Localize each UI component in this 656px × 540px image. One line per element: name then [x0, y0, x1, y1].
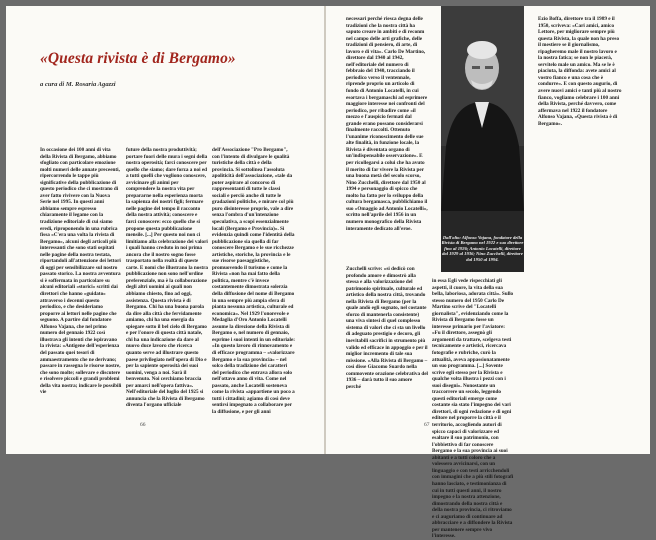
page-number-left: 66	[140, 422, 146, 428]
right-column-2	[432, 278, 514, 540]
right-column-1	[346, 16, 428, 256]
right-column-3	[538, 16, 622, 428]
body-text: In occasione dei 100 anni di vita della Rivista di Bergamo, abbiamo sfogliato con particolare emozione molti numeri delle annate preceenti, ripercorrendo le tappe più significative della pubblicazione di questo periodico che ci mostrano di aver fatto rivivere con la Nuova Serie nel 1995. In questi anni abbiamo sempre espresso chiaramente il legame con la tradizione editoriale di cui siamo eredi, riproponendo in una rubrica fissa «C'era una volta la rivista di Bergamo», alcuni degli articoli più interessanti che sono stati ospitati nelle pagine della nostra testata, riportandoli all'attenzione dei lettori di oggi per sensibilizzare sul nostro passato storico. La nostra avventura si è soffermata in particolare su alcuni editoriali «storici» scritti dai direttori che hanno «guidato» attraverso i decenni questo periodico, e che desideriamo proporre ai lettori nelle pagine che seguono. A partire dal fondatore Alfonso Vajana, che nel primo numero del gennaio 1922 così illustrava gli intenti che ispiravano la rivista: «Antigene dell'esperienza del passato quei tesori di ammaestramento che ne derivano; passare in rassegna le risorse nostre, che sono molte; sollevare e discutere e risolvere piccoli e grandi problemi della vita nostra; indicare le possibili vie	[40, 147, 122, 396]
left-page	[6, 6, 324, 454]
portrait-photo	[441, 6, 524, 272]
left-column-2	[126, 147, 208, 437]
portrait-illustration	[441, 6, 524, 272]
body-text: in essa Egli vede rispecchiati gli aspetti, il cuore, la vita della sua bella, laboriosa, adorata città». Sullo stesso numero del 1950 Carlo De Martino scrive del "Locatelli giornalista", evidenziando come la Rivista di Bergamo fosse un interesse primario per l'aviatore: «Fu il direttore, assegnò gli argomenti da trattare, scelgeva testi tecnicamente e artistici, ricercava fotografie e rubriche, curò la attualità, aveva appassionatamente un suo programma. [...] Sovente scrive egli stesso per la Rivista e qualche volta illustra i pezzi con i suoi disegni». Nonostante un traccorrere un secolo, leggendo questi editoriali emerge come costante sia stato l'impegno dei vari direttori, di ogni redazione e di ogni editore nel proporre la città e il territorio, accogliendo autori di spicco capaci di valorizzare ed esaltare il suo patrimonio, con l'obbiettivo di far conoscere Bergamo e la sua provincia ai suoi abitanti e a tutti coloro che a volessero avvicinarsi, con un linguaggio e con testi arricchendoli con immagini che a più stili fotografi hanno lasciato, e testimonianza di cui in tutti questi anni, il nostro impegno e la nostra attenzione, dimostrando della nostra città e della nostra provincia, ci ritroviamo e ci auguriamo di continuare ad abbracciare e a diffondere la Rivista per mantenere sempre vivo l'interesse.	[432, 278, 514, 540]
body-text: dell'Associazione "Pro Bergamo", con l'intento di divulgare le qualità turistiche della città e della provincia. Si sottolinea l'assoluta apoliticità dell'associazione, «tale da poter aspirare al concorso di rappresentanti di tutte le classi sociali e perciò anche di tutte le gradazioni politiche, e mirare col più puro disinteresse proprio, vale a dire senza l'ombra d'un'intenzione speculativa, a scopi essenzialmente locali (Bergamo e Provincia)». Si evidenzia quindi come l'identità della pubblicazione sia quella di far conoscere Bergamo e le sue ricchezze artistiche, storiche, la provincia e le sue risorse paesaggistiche, promuovendo il turismo e come la Rivista «non ha mai fatto della politica, mentre c'è invece costantemente dimostrata solerzia della diffusione del nome di Bergamo in una sempre più ampia sfera di pianta nessuna artistica, culturale ed economica». Nel 1929 l'onorevole e Medaglia d'Oro Antonio Locatelli assume la direzione della Rivista di Bergamo e, nel numero di gennaio, esprime i suoi intenti in un editoriale: «In questo lavoro di rinnovamento e di efficace programma – «valorizzare Bergamo e la sua provincia» – nel solco della tradizione dei caratteri del periodico che entrava allora solo nell'ottavo anno di vita. Come nel passato, anche Locatelli sosteneva come la rivista «appartiene un poco a tutti i cittadini; agiamo di così deve sentirsi impegnato a collaborare per la diffusione, e per gli anni	[212, 147, 295, 415]
body-text: Zucchelli scrive: «si dedicò con profondo amore e dimostrò alla stessa e alla valorizzazione del patrimonio spirituale, culturale ed artistico della nostra città, trovando nella Rivista di Bergamo (per la quale andò egli sognato, nel costante sforzo di mantenerla consistente) una viva sintesi di quel complesso sistema di valori che ci sta un livello di adeguato prestigio e decoro, gli inevitabili sacrifici in strumento più valido ed efficace in appoggio e per il miglior incremento di tale sua missione. «Alla Rivista di Bergamo – così disse Giacomo Suardo nella commovente orazione celebrativa del 1936 – darà tutto il suo amore perché	[346, 266, 428, 390]
article-byline: a cura di M. Rosaria Agazzi	[40, 81, 116, 88]
page-number-right: 67	[424, 422, 430, 428]
article-title: «Questa rivista è di Bergamo»	[40, 50, 236, 67]
photo-caption: Dall'alto: Alfonso Vajana, fondatore della Rivista di Bergamo nel 1922 e suo direttore fino al 1926; Antonio Locatelli, direttore dal 1929 al 1936; Nino Zucchelli, direttore dal 1950 al 1994.	[441, 235, 524, 262]
right-column-1b	[346, 266, 428, 428]
body-text: future della nostra produttività; portare fuori delle mura i segni della nostra operosità; farci conoscere per quello che siamo; dare forza a noi ed a tutti quelli che vogliono conoscere, avvicinare gli animi per comprendere la nostra vita per prepararne nella esperienza morta la sapienza dei nostri figli; fermare nelle pagine del tempo il racconto della nostra attività; conoscere e farci conoscere: ecco quello che si propone questa pubblicazione mensile. [...] Per questo noi non ci limitiamo alla celebrazione dei valori i quali hanno creduto in noi prima ancora che il nostro sogno fosse trasportato nella realtà di queste carte. E nomi che illustrano la nostra pubblicazione non sono nell'ordine preferenziale, ma è la collaborazione degli altri uomini ai quali non abbiamo chiesto, fino ad oggi, assistenza. Questa rivista è di Bergamo. Chi ha una buona parola da dire alla città che fervidamente amiamo, chi ha una energia da spiegare sotto il bel cielo di Bergamo e per l'onore di questa città natale, chi ha una indicazione da dare al nuovo duce lavoro che ricerca quanto serve ad illustrare questo paese privilegiato nell'opera di Dio e per la sapiente operosità dei suoi uomini, venga a noi. Sarà il benvenuto. Noi cerchiamo braccia per amarci nell'opera fattiva». Nell'editoriale del luglio del 1925 si annuncia che la Rivista di Bergamo diventa l'organo ufficiale	[126, 147, 208, 409]
left-column-3	[212, 147, 295, 437]
body-text: necessari perché riesca degna delle tradizioni che la nostra città ha saputo creare in ambiti e di reconm nel campo delle arti grafiche, delle tradizioni di pensiero, di arte, di lavoro e di vita». Carlo De Martino, direttore dal 1940 al 1942, nell'editoriale del numero di febbraio del 1940, tracciando il periodico verso il ventennale, riprende proprio un articolo di fondo di Antonio Locatelli, in cui esortava i bergamaschi ad esprimere maggiore interesse nei confronti del periodico, per ribadire come «il mezzo e l'auspicio fermati dal grande erano possano considerarsi finalmente raccolti. Ottenuto l'unanime riconoscimento delle sue alte finalità, in funzione locale, la Rivista è diventata organo di un'indispensabile osservazione». E per ricollegarsi a colui che ha avuto il merito di far vivere la Rivista per una buona metà del secolo scorso, Nino Zucchelli, direttore dal 1950 al 1994 e personaggio di spicco che molto ha fatto per lo sviluppo della cultura bergamasca, pubblichiamo il suo «Omaggio ad Antonio Locatelli», scritto nell'aprile del 1956 in un numero monografico della Rivista interamente dedicato all'eroe.	[346, 16, 428, 232]
left-column-1	[40, 147, 122, 437]
body-text: Ezio Boffa, direttore tra il 1989 e il 1950, scriveva: «Cari amici, amico Lettore, per migliorare sempre più questa Rivista, la quale non ha preso il mestiere se il giornalismo, ripagheremo male il nostro lavoro e la nostra fatica; se non le piacerà, servitelo male un amico. Ma se le è piaciuta, la diffonda: avete amici al vostro fianco e una cosa che è condurre». E con questo augurio, di avere nuovi amici e tanti più al nostro fianco, vogliamo celebrare i 100 anni della Rivista, perché davvero, come affermava nel 1922 il fondatore Alfonso Vajana, «Questa rivista è di Bergamo».	[538, 16, 622, 127]
right-page	[326, 6, 650, 540]
